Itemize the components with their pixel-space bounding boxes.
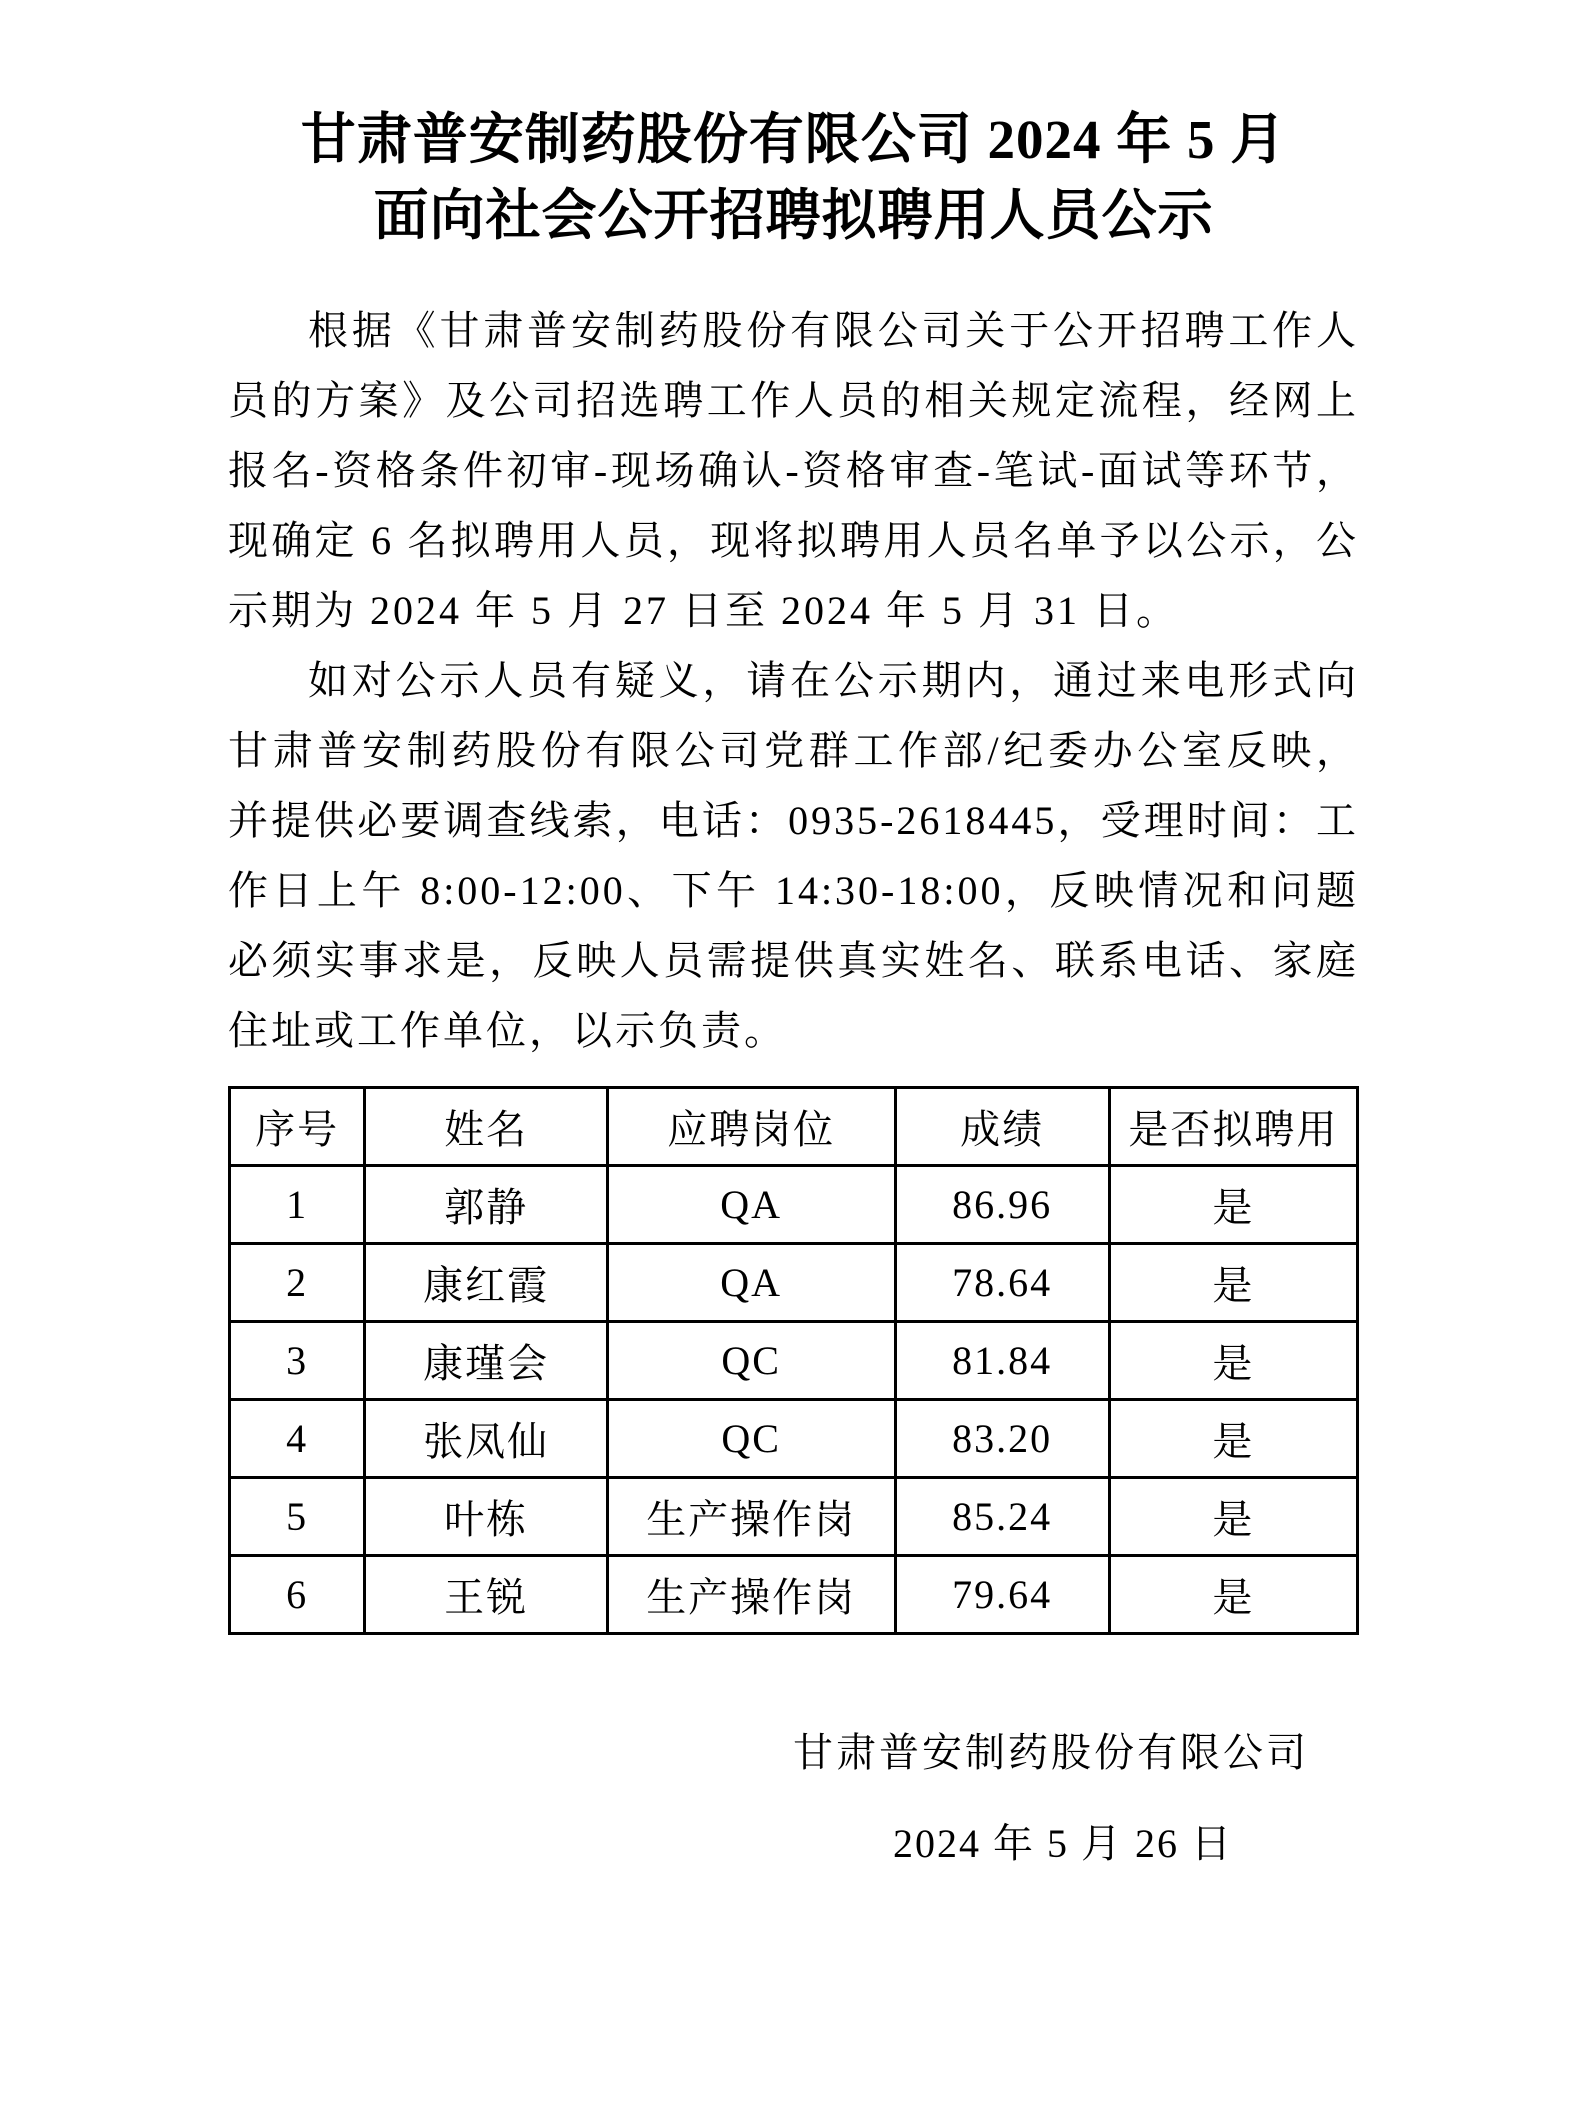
table-header-row: [230, 1088, 1358, 1166]
cell-position: QA: [607, 1244, 895, 1322]
candidates-table: [228, 1086, 1359, 1635]
cell-position: QC: [607, 1322, 895, 1400]
cell-hired: 是: [1109, 1322, 1357, 1400]
table-row: [230, 1556, 1358, 1634]
cell-score: 78.64: [895, 1244, 1109, 1322]
title-line-2: 面向社会公开招聘拟聘用人员公示: [373, 185, 1214, 246]
cell-index: 2: [230, 1244, 365, 1322]
cell-name: 康红霞: [365, 1244, 608, 1322]
cell-score: 85.24: [895, 1478, 1109, 1556]
table-row: [230, 1244, 1358, 1322]
cell-hired: 是: [1109, 1166, 1357, 1244]
cell-position: QA: [607, 1166, 895, 1244]
cell-name: 郭静: [365, 1166, 608, 1244]
cell-index: 4: [230, 1400, 365, 1478]
table-row: [230, 1400, 1358, 1478]
paragraph-contact: 如对公示人员有疑义，请在公示期内，通过来电形式向甘肃普安制药股份有限公司党群工作部/纪委办公室反映，并提供必要调查线索，电话：0935-2618445，受理时间：工作日上午 8:00-12:00、下午 14:30-18:00，反映情况和问题必须实事求是，反映人员需提供真实姓名、联系电话、家庭住址或工作单位，以示负责。: [228, 658, 1359, 1053]
document-title: [228, 102, 1359, 254]
header-cell-position: 应聘岗位: [607, 1088, 895, 1166]
cell-index: 6: [230, 1556, 365, 1634]
cell-hired: 是: [1109, 1478, 1357, 1556]
cell-score: 86.96: [895, 1166, 1109, 1244]
header-cell-name: 姓名: [365, 1088, 608, 1166]
cell-index: 5: [230, 1478, 365, 1556]
cell-hired: 是: [1109, 1400, 1357, 1478]
table-row: [230, 1322, 1358, 1400]
table-row: [230, 1166, 1358, 1244]
cell-name: 康瑾会: [365, 1322, 608, 1400]
cell-hired: 是: [1109, 1556, 1357, 1634]
cell-name: 张凤仙: [365, 1400, 608, 1478]
signature-date: 2024 年 5 月 26 日: [893, 1821, 1233, 1866]
cell-name: 王锐: [365, 1556, 608, 1634]
table-row: [230, 1478, 1358, 1556]
header-cell-score: 成绩: [895, 1088, 1109, 1166]
paragraph-announcement: 根据《甘肃普安制药股份有限公司关于公开招聘工作人员的方案》及公司招选聘工作人员的相关规定流程，经网上报名-资格条件初审-现场确认-资格审查-笔试-面试等环节，现确定 6 名拟聘用人员，现将拟聘用人员名单予以公示，公示期为 2024 年 5 月 27 日至 2024 年 5 月 31 日。: [228, 308, 1359, 633]
title-line-1: 甘肃普安制药股份有限公司 2024 年 5 月: [300, 109, 1287, 170]
header-cell-index: 序号: [230, 1088, 365, 1166]
cell-score: 83.20: [895, 1400, 1109, 1478]
cell-score: 79.64: [895, 1556, 1109, 1634]
header-cell-hired: 是否拟聘用: [1109, 1088, 1357, 1166]
cell-hired: 是: [1109, 1244, 1357, 1322]
cell-index: 1: [230, 1166, 365, 1244]
cell-index: 3: [230, 1322, 365, 1400]
cell-score: 81.84: [895, 1322, 1109, 1400]
cell-position: 生产操作岗: [607, 1478, 895, 1556]
cell-name: 叶栋: [365, 1478, 608, 1556]
cell-position: 生产操作岗: [607, 1556, 895, 1634]
signature-company: 甘肃普安制药股份有限公司: [793, 1730, 1309, 1775]
cell-position: QC: [607, 1400, 895, 1478]
